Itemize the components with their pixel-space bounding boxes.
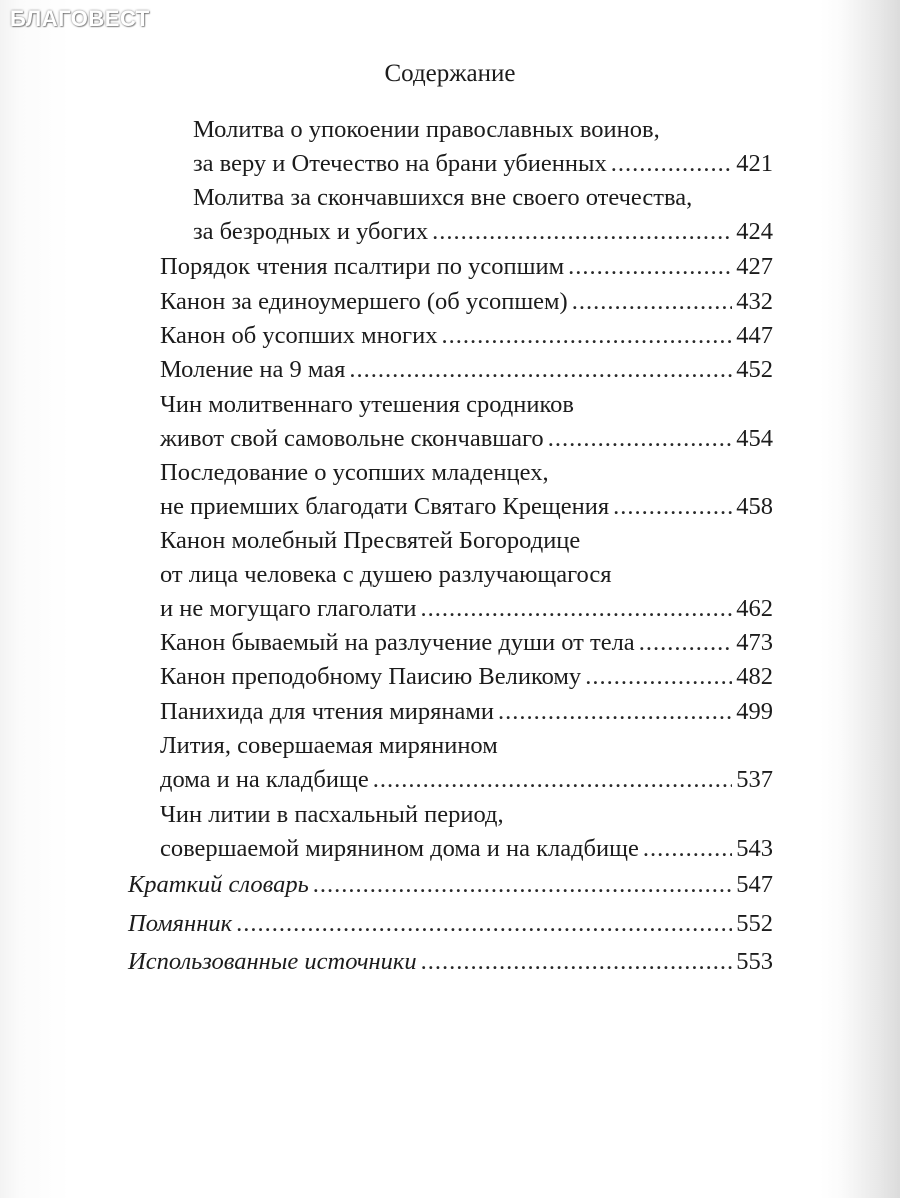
toc-entry-title: Помянник — [128, 910, 233, 937]
toc-entry-title: не приемших благодати Святаго Крещения — [160, 493, 610, 520]
toc-entry-2 — [193, 214, 773, 250]
toc-entry-title: живот свой самовольне скончавшаго — [160, 425, 544, 452]
toc-page-number: 432 — [736, 288, 773, 315]
toc-entry-13 — [160, 762, 773, 798]
toc-page-number: 547 — [736, 871, 773, 898]
leader-dots — [613, 489, 732, 525]
toc-entry-title: от лица человека с душею разлучающагося — [160, 561, 612, 588]
toc-entry-1 — [193, 146, 773, 182]
toc-entry-14-line-1 — [160, 797, 773, 833]
leader-dots — [421, 591, 733, 627]
toc-entry-title: Лития, совершаемая мирянином — [160, 732, 498, 759]
toc-entry-title: Панихида для чтения мирянами — [160, 698, 494, 725]
toc-entry-2-line-1 — [193, 180, 773, 216]
toc-page-number: 552 — [736, 910, 773, 937]
toc-entry-7 — [160, 421, 773, 457]
toc-entry-9-line-1 — [160, 523, 773, 559]
leader-dots — [568, 249, 732, 285]
toc-entry-title: за безродных и убогих — [193, 218, 429, 245]
toc-entry-title: Порядок чтения псалтири по усопшим — [160, 253, 565, 280]
toc-page-number: 537 — [736, 766, 773, 793]
toc-page-number: 473 — [736, 629, 773, 656]
leader-dots — [421, 944, 733, 980]
toc-entry-title: Использованные источники — [128, 948, 417, 975]
leader-dots — [548, 421, 733, 457]
leader-dots — [643, 831, 732, 867]
toc-entry-title: Молитва за скончавшихся вне своего отечества, — [193, 184, 693, 211]
toc-page-number: 454 — [736, 425, 773, 452]
watermark-logo: БЛАГОВЕСТ — [10, 6, 150, 31]
toc-page-number: 452 — [736, 356, 773, 383]
leader-dots — [236, 906, 732, 942]
toc-page-number: 458 — [736, 493, 773, 520]
contents-heading: Содержание — [384, 60, 516, 87]
toc-entry-title: Канон за единоумершего (об усопшем) — [160, 288, 568, 315]
toc-entry-title: Моление на 9 мая — [160, 356, 346, 383]
toc-entry-title: Последование о усопших младенцех, — [160, 459, 549, 486]
toc-entry-3 — [160, 249, 773, 285]
leader-dots — [611, 146, 733, 182]
toc-entry-11 — [160, 659, 773, 695]
toc-page-number: 427 — [736, 253, 773, 280]
toc-entry-9-line-2 — [160, 557, 773, 593]
leader-dots — [441, 318, 732, 354]
toc-entry-6 — [160, 352, 773, 388]
toc-entry-10 — [160, 625, 773, 661]
toc-page-number: 499 — [736, 698, 773, 725]
toc-page-number: 421 — [736, 150, 773, 177]
toc-page-number: 482 — [736, 663, 773, 690]
toc-entry-14 — [160, 831, 773, 867]
toc-entry-8-line-1 — [160, 455, 773, 491]
toc-page-number: 447 — [736, 322, 773, 349]
toc-entry-title: Канон об усопших многих — [160, 322, 438, 349]
toc-entry-title: совершаемой мирянином дома и на кладбище — [160, 835, 639, 862]
leader-dots — [313, 867, 732, 903]
toc-entry-title: дома и на кладбище — [160, 766, 369, 793]
toc-entry-5 — [160, 318, 773, 354]
toc-entry-title: Канон преподобному Паисию Великому — [160, 663, 582, 690]
toc-entry-title: Краткий словарь — [128, 871, 309, 898]
leader-dots — [572, 284, 733, 320]
leader-dots — [498, 694, 732, 730]
toc-entry-1-line-1 — [193, 112, 773, 148]
toc-entry-16 — [128, 906, 773, 942]
toc-page-number: 543 — [736, 835, 773, 862]
toc-entry-title: Канон молебный Пресвятей Богородице — [160, 527, 581, 554]
leader-dots — [585, 659, 732, 695]
leader-dots — [349, 352, 732, 388]
toc-entry-7-line-1 — [160, 387, 773, 423]
toc-entry-13-line-1 — [160, 728, 773, 764]
toc-entry-title: Молитва о упокоении православных воинов, — [193, 116, 660, 143]
toc-entry-12 — [160, 694, 773, 730]
toc-entry-8 — [160, 489, 773, 525]
toc-entry-title: и не могущаго глаголати — [160, 595, 417, 622]
toc-page-number: 553 — [736, 948, 773, 975]
toc-entry-title: Чин молитвеннаго утешения сродников — [160, 391, 574, 418]
toc-entry-9 — [160, 591, 773, 627]
toc-entry-title: Чин литии в пасхальный период, — [160, 801, 504, 828]
leader-dots — [432, 214, 732, 250]
toc-page-number: 462 — [736, 595, 773, 622]
toc-page-number: 424 — [736, 218, 773, 245]
toc-entry-title: Канон бываемый на разлучение души от тела — [160, 629, 635, 656]
leader-dots — [639, 625, 733, 661]
toc-entry-title: за веру и Отечество на брани убиенных — [193, 150, 607, 177]
toc-entry-17 — [128, 944, 773, 980]
leader-dots — [373, 762, 733, 798]
toc-entry-4 — [160, 284, 773, 320]
toc-entry-15 — [128, 867, 773, 903]
